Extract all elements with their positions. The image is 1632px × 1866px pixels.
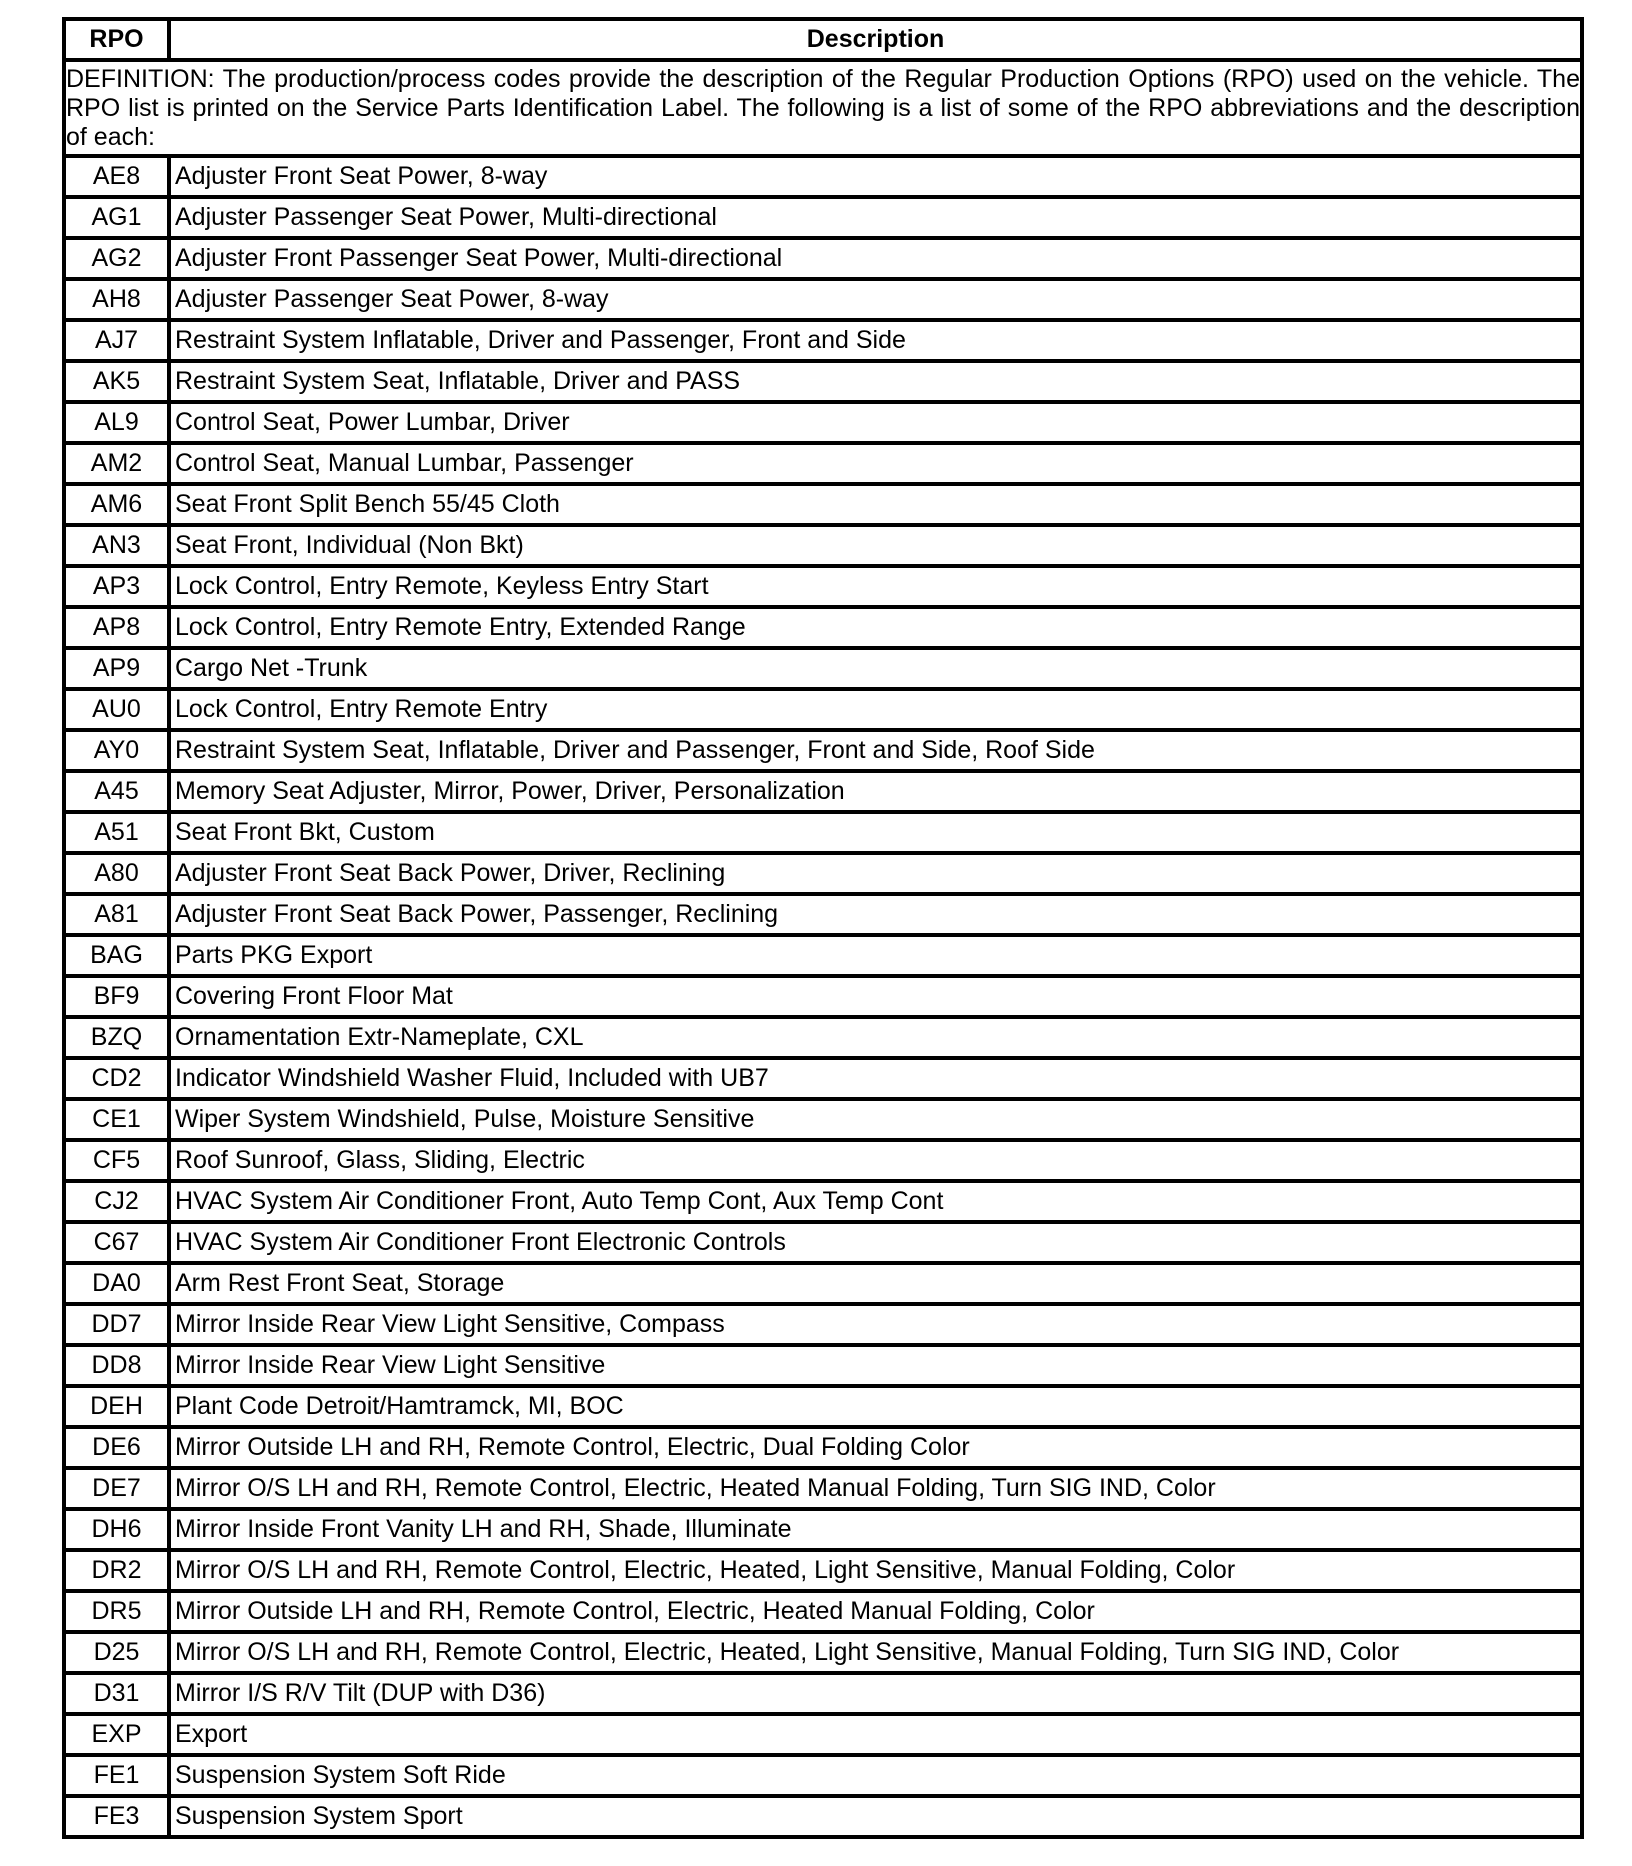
rpo-code: AL9 (64, 402, 169, 443)
rpo-code: EXP (64, 1714, 169, 1755)
rpo-description: Restraint System Seat, Inflatable, Driver and PASS (169, 361, 1582, 402)
rpo-description: Adjuster Front Passenger Seat Power, Multi-directional (169, 238, 1582, 279)
rpo-description: Lock Control, Entry Remote Entry, Extended Range (169, 607, 1582, 648)
rpo-description: Mirror Inside Front Vanity LH and RH, Shade, Illuminate (169, 1509, 1582, 1550)
table-row (64, 156, 1582, 197)
rpo-code: DA0 (64, 1263, 169, 1304)
rpo-description: Restraint System Seat, Inflatable, Driver and Passenger, Front and Side, Roof Side (169, 730, 1582, 771)
rpo-description: Adjuster Front Seat Back Power, Driver, Reclining (169, 853, 1582, 894)
table-row (64, 1591, 1582, 1632)
header-description: Description (169, 19, 1582, 60)
rpo-description: Mirror Inside Rear View Light Sensitive (169, 1345, 1582, 1386)
header-rpo: RPO (64, 19, 169, 60)
rpo-description: Mirror I/S R/V Tilt (DUP with D36) (169, 1673, 1582, 1714)
rpo-description: Mirror O/S LH and RH, Remote Control, Electric, Heated, Light Sensitive, Manual Folding, Turn SIG IND, Color (169, 1632, 1582, 1673)
rpo-code: CD2 (64, 1058, 169, 1099)
table-row (64, 1017, 1582, 1058)
table-header-row (64, 19, 1582, 60)
table-row (64, 197, 1582, 238)
table-row (64, 443, 1582, 484)
rpo-code: AU0 (64, 689, 169, 730)
table-row (64, 1796, 1582, 1837)
rpo-code: AP9 (64, 648, 169, 689)
table-row (64, 1222, 1582, 1263)
rpo-code: DD8 (64, 1345, 169, 1386)
rpo-code: AN3 (64, 525, 169, 566)
rpo-description: Indicator Windshield Washer Fluid, Included with UB7 (169, 1058, 1582, 1099)
rpo-code: AP8 (64, 607, 169, 648)
rpo-description: Memory Seat Adjuster, Mirror, Power, Driver, Personalization (169, 771, 1582, 812)
table-row (64, 402, 1582, 443)
table-row (64, 525, 1582, 566)
table-row (64, 1099, 1582, 1140)
rpo-description: Covering Front Floor Mat (169, 976, 1582, 1017)
table-row (64, 1140, 1582, 1181)
rpo-description: Cargo Net -Trunk (169, 648, 1582, 689)
rpo-code: D25 (64, 1632, 169, 1673)
rpo-code: DH6 (64, 1509, 169, 1550)
rpo-code: AP3 (64, 566, 169, 607)
table-row (64, 566, 1582, 607)
rpo-code: BZQ (64, 1017, 169, 1058)
rpo-description: Export (169, 1714, 1582, 1755)
rpo-description: Restraint System Inflatable, Driver and Passenger, Front and Side (169, 320, 1582, 361)
rpo-description: Control Seat, Manual Lumbar, Passenger (169, 443, 1582, 484)
table-row (64, 361, 1582, 402)
table-row (64, 1304, 1582, 1345)
rpo-description: Mirror Outside LH and RH, Remote Control, Electric, Heated Manual Folding, Color (169, 1591, 1582, 1632)
table-row (64, 1509, 1582, 1550)
rpo-code: D31 (64, 1673, 169, 1714)
table-row (64, 1427, 1582, 1468)
rpo-description: Suspension System Soft Ride (169, 1755, 1582, 1796)
rpo-code: A80 (64, 853, 169, 894)
rpo-table (62, 17, 1584, 1839)
table-row (64, 1714, 1582, 1755)
rpo-description: Lock Control, Entry Remote, Keyless Entry Start (169, 566, 1582, 607)
rpo-description: Parts PKG Export (169, 935, 1582, 976)
rpo-description: Seat Front, Individual (Non Bkt) (169, 525, 1582, 566)
rpo-code: DR5 (64, 1591, 169, 1632)
rpo-code: AE8 (64, 156, 169, 197)
table-row (64, 484, 1582, 525)
table-row (64, 607, 1582, 648)
rpo-description: Mirror Inside Rear View Light Sensitive, Compass (169, 1304, 1582, 1345)
rpo-code: FE1 (64, 1755, 169, 1796)
rpo-description: Adjuster Passenger Seat Power, Multi-directional (169, 197, 1582, 238)
table-row (64, 238, 1582, 279)
rpo-code: DE6 (64, 1427, 169, 1468)
rpo-description: Plant Code Detroit/Hamtramck, MI, BOC (169, 1386, 1582, 1427)
rpo-description: HVAC System Air Conditioner Front Electronic Controls (169, 1222, 1582, 1263)
table-row (64, 1058, 1582, 1099)
table-row (64, 935, 1582, 976)
rpo-code: AY0 (64, 730, 169, 771)
rpo-code: AK5 (64, 361, 169, 402)
table-row (64, 1755, 1582, 1796)
rpo-description: Ornamentation Extr-Nameplate, CXL (169, 1017, 1582, 1058)
definition-text: DEFINITION: The production/process codes provide the description of the Regular Production Options (RPO) used on the vehicle. The RPO list is printed on the Service Parts Identification Label. The following is a list of some of the RPO abbreviations and the description of each: (64, 60, 1582, 156)
rpo-description: Adjuster Front Seat Power, 8-way (169, 156, 1582, 197)
rpo-code: AG1 (64, 197, 169, 238)
table-row (64, 1673, 1582, 1714)
rpo-code: DE7 (64, 1468, 169, 1509)
rpo-code: AJ7 (64, 320, 169, 361)
rpo-code: AM6 (64, 484, 169, 525)
table-row (64, 812, 1582, 853)
definition-row (64, 60, 1582, 156)
rpo-table-container (62, 17, 1584, 1839)
rpo-description: HVAC System Air Conditioner Front, Auto Temp Cont, Aux Temp Cont (169, 1181, 1582, 1222)
table-row (64, 976, 1582, 1017)
rpo-description: Adjuster Front Seat Back Power, Passenger, Reclining (169, 894, 1582, 935)
rpo-description: Roof Sunroof, Glass, Sliding, Electric (169, 1140, 1582, 1181)
rpo-description: Lock Control, Entry Remote Entry (169, 689, 1582, 730)
table-row (64, 894, 1582, 935)
table-row (64, 648, 1582, 689)
rpo-description: Wiper System Windshield, Pulse, Moisture Sensitive (169, 1099, 1582, 1140)
table-row (64, 1550, 1582, 1591)
rpo-code: A81 (64, 894, 169, 935)
rpo-code: DD7 (64, 1304, 169, 1345)
rpo-description: Mirror O/S LH and RH, Remote Control, Electric, Heated, Light Sensitive, Manual Folding, Color (169, 1550, 1582, 1591)
rpo-code: AG2 (64, 238, 169, 279)
table-row (64, 1386, 1582, 1427)
rpo-code: BAG (64, 935, 169, 976)
rpo-code: A51 (64, 812, 169, 853)
table-row (64, 1345, 1582, 1386)
table-row (64, 730, 1582, 771)
table-row (64, 1468, 1582, 1509)
table-row (64, 771, 1582, 812)
table-row (64, 853, 1582, 894)
rpo-description: Control Seat, Power Lumbar, Driver (169, 402, 1582, 443)
rpo-code: CJ2 (64, 1181, 169, 1222)
table-row (64, 320, 1582, 361)
rpo-description: Seat Front Split Bench 55/45 Cloth (169, 484, 1582, 525)
rpo-description: Arm Rest Front Seat, Storage (169, 1263, 1582, 1304)
rpo-code: AM2 (64, 443, 169, 484)
rpo-code: AH8 (64, 279, 169, 320)
rpo-code: CF5 (64, 1140, 169, 1181)
rpo-description: Mirror Outside LH and RH, Remote Control, Electric, Dual Folding Color (169, 1427, 1582, 1468)
rpo-code: A45 (64, 771, 169, 812)
rpo-code: DR2 (64, 1550, 169, 1591)
table-row (64, 279, 1582, 320)
rpo-description: Seat Front Bkt, Custom (169, 812, 1582, 853)
rpo-description: Suspension System Sport (169, 1796, 1582, 1837)
rpo-description: Adjuster Passenger Seat Power, 8-way (169, 279, 1582, 320)
rpo-code: C67 (64, 1222, 169, 1263)
rpo-code: DEH (64, 1386, 169, 1427)
rpo-code: BF9 (64, 976, 169, 1017)
rpo-code: FE3 (64, 1796, 169, 1837)
rpo-description: Mirror O/S LH and RH, Remote Control, Electric, Heated Manual Folding, Turn SIG IND, Color (169, 1468, 1582, 1509)
table-row (64, 1181, 1582, 1222)
table-body (64, 60, 1582, 1837)
table-row (64, 1632, 1582, 1673)
table-row (64, 689, 1582, 730)
rpo-code: CE1 (64, 1099, 169, 1140)
table-row (64, 1263, 1582, 1304)
